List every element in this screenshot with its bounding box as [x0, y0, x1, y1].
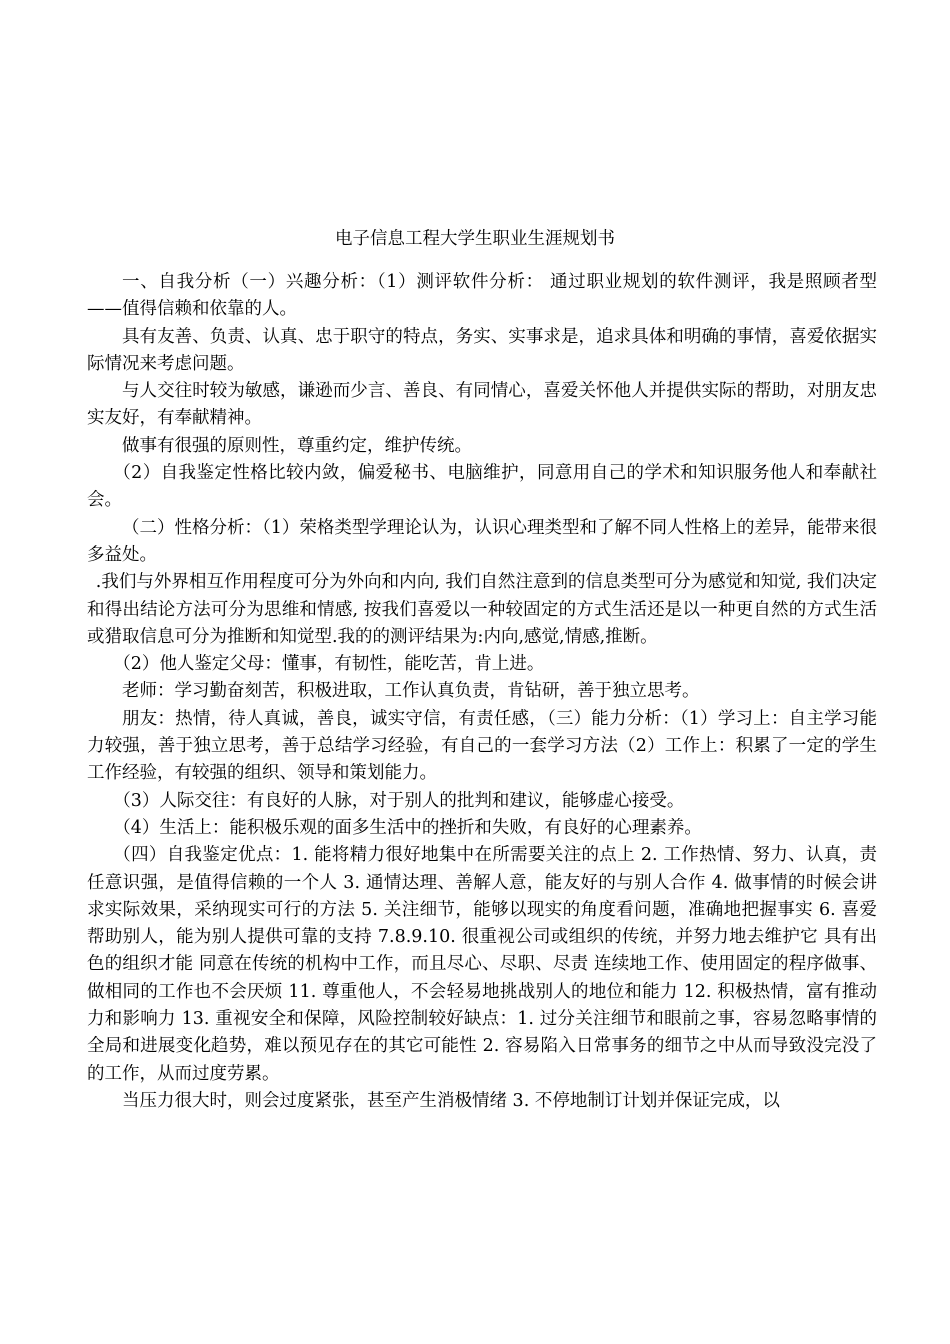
paragraph: 当压力很大时，则会过度紧张，甚至产生消极情绪 3. 不停地制订计划并保证完成，以 — [122, 1090, 780, 1111]
paragraph: （四）自我鉴定优点：1. 能将精力很好地集中在所需要关注的点上 2. 工作热情、努力、认真，责任意识强，是值得信赖的一个人 3. 通情达理、善解人意，能友好的与别人合作 4. 做事情的时候会讲求实际效果，采纳现实可行的方法 5. 关注细节，能够以现实的角度看问题，准确地把握事实 6. 喜爱帮助别人，能为别人提供可靠的支持 7.8.9.10. 很重视公司或组织的传统，并努力地去维护它 具有出色的组织才能 同意在传统的机构中工作，而且尽心、尽职、尽责 连续地工作、使用固定的程序做事、做相同的工作也不会厌烦 11. 尊重他人，不会轻易地挑战别人的地位和能力 12. 积极热情，富有推动力和影响力 13. 重视安全和保障，风险控制较好缺点：1. 过分关注细节和眼前之事，容易忽略事情的全局和进展变化趋势，难以预见存在的其它可能性 2. 容易陷入日常事务的细节之中从而导致没完没了的工作，从而过度劳累。 — [87, 845, 877, 1084]
paragraph: .我们与外界相互作用程度可分为外向和内向, 我们自然注意到的信息类型可分为感觉和知觉, 我们决定和得出结论方法可分为思维和情感, 按我们喜爱以一种较固定的方式生活还是以一种更自然的方式生活或猎取信息可分为推断和知觉型.我的的测评结果为:内向,感觉,情感,推断。 — [87, 572, 877, 647]
paragraph: 一、自我分析（一）兴趣分析：（1）测评软件分析： 通过职业规划的软件测评，我是照顾者型——值得信赖和依靠的人。 — [87, 272, 877, 320]
paragraph: （2）他人鉴定父母：懂事，有韧性，能吃苦，肯上进。 — [113, 654, 545, 675]
paragraph: （二）性格分析：（1）荣格类型学理论认为，认识心理类型和了解不同人性格上的差异，能带来很多益处。 — [87, 517, 877, 565]
document-body — [87, 269, 877, 1115]
paragraph: 老师：学习勤奋刻苦，积极进取，工作认真负责，肯钻研，善于独立思考。 — [122, 681, 700, 702]
paragraph: （2）自我鉴定性格比较内敛，偏爱秘书、电脑维护，同意用自己的学术和知识服务他人和奉献社会。 — [87, 463, 877, 511]
paragraph: （4）生活上：能积极乐观的面多生活中的挫折和失败，有良好的心理素养。 — [113, 817, 702, 838]
paragraph: 朋友：热情，待人真诚，善良，诚实守信，有责任感，（三）能力分析：（1）学习上：自主学习能力较强，善于独立思考，善于总结学习经验，有自己的一套学习方法（2）工作上：积累了一定的学生工作经验，有较强的组织、领导和策划能力。 — [87, 708, 877, 784]
paragraph: 做事有很强的原则性，尊重约定，维护传统。 — [122, 435, 472, 456]
paragraph: 与人交往时较为敏感，谦逊而少言、善良、有同情心，喜爱关怀他人并提供实际的帮助，对朋友忠实友好，有奉献精神。 — [87, 381, 877, 429]
paragraph: 具有友善、负责、认真、忠于职守的特点，务实、实事求是，追求具体和明确的事情，喜爱依据实际情况来考虑问题。 — [87, 326, 877, 374]
paragraph: （3）人际交往：有良好的人脉，对于别人的批判和建议，能够虚心接受。 — [113, 790, 685, 811]
document-title: 电子信息工程大学生职业生涯规划书 — [335, 229, 615, 249]
